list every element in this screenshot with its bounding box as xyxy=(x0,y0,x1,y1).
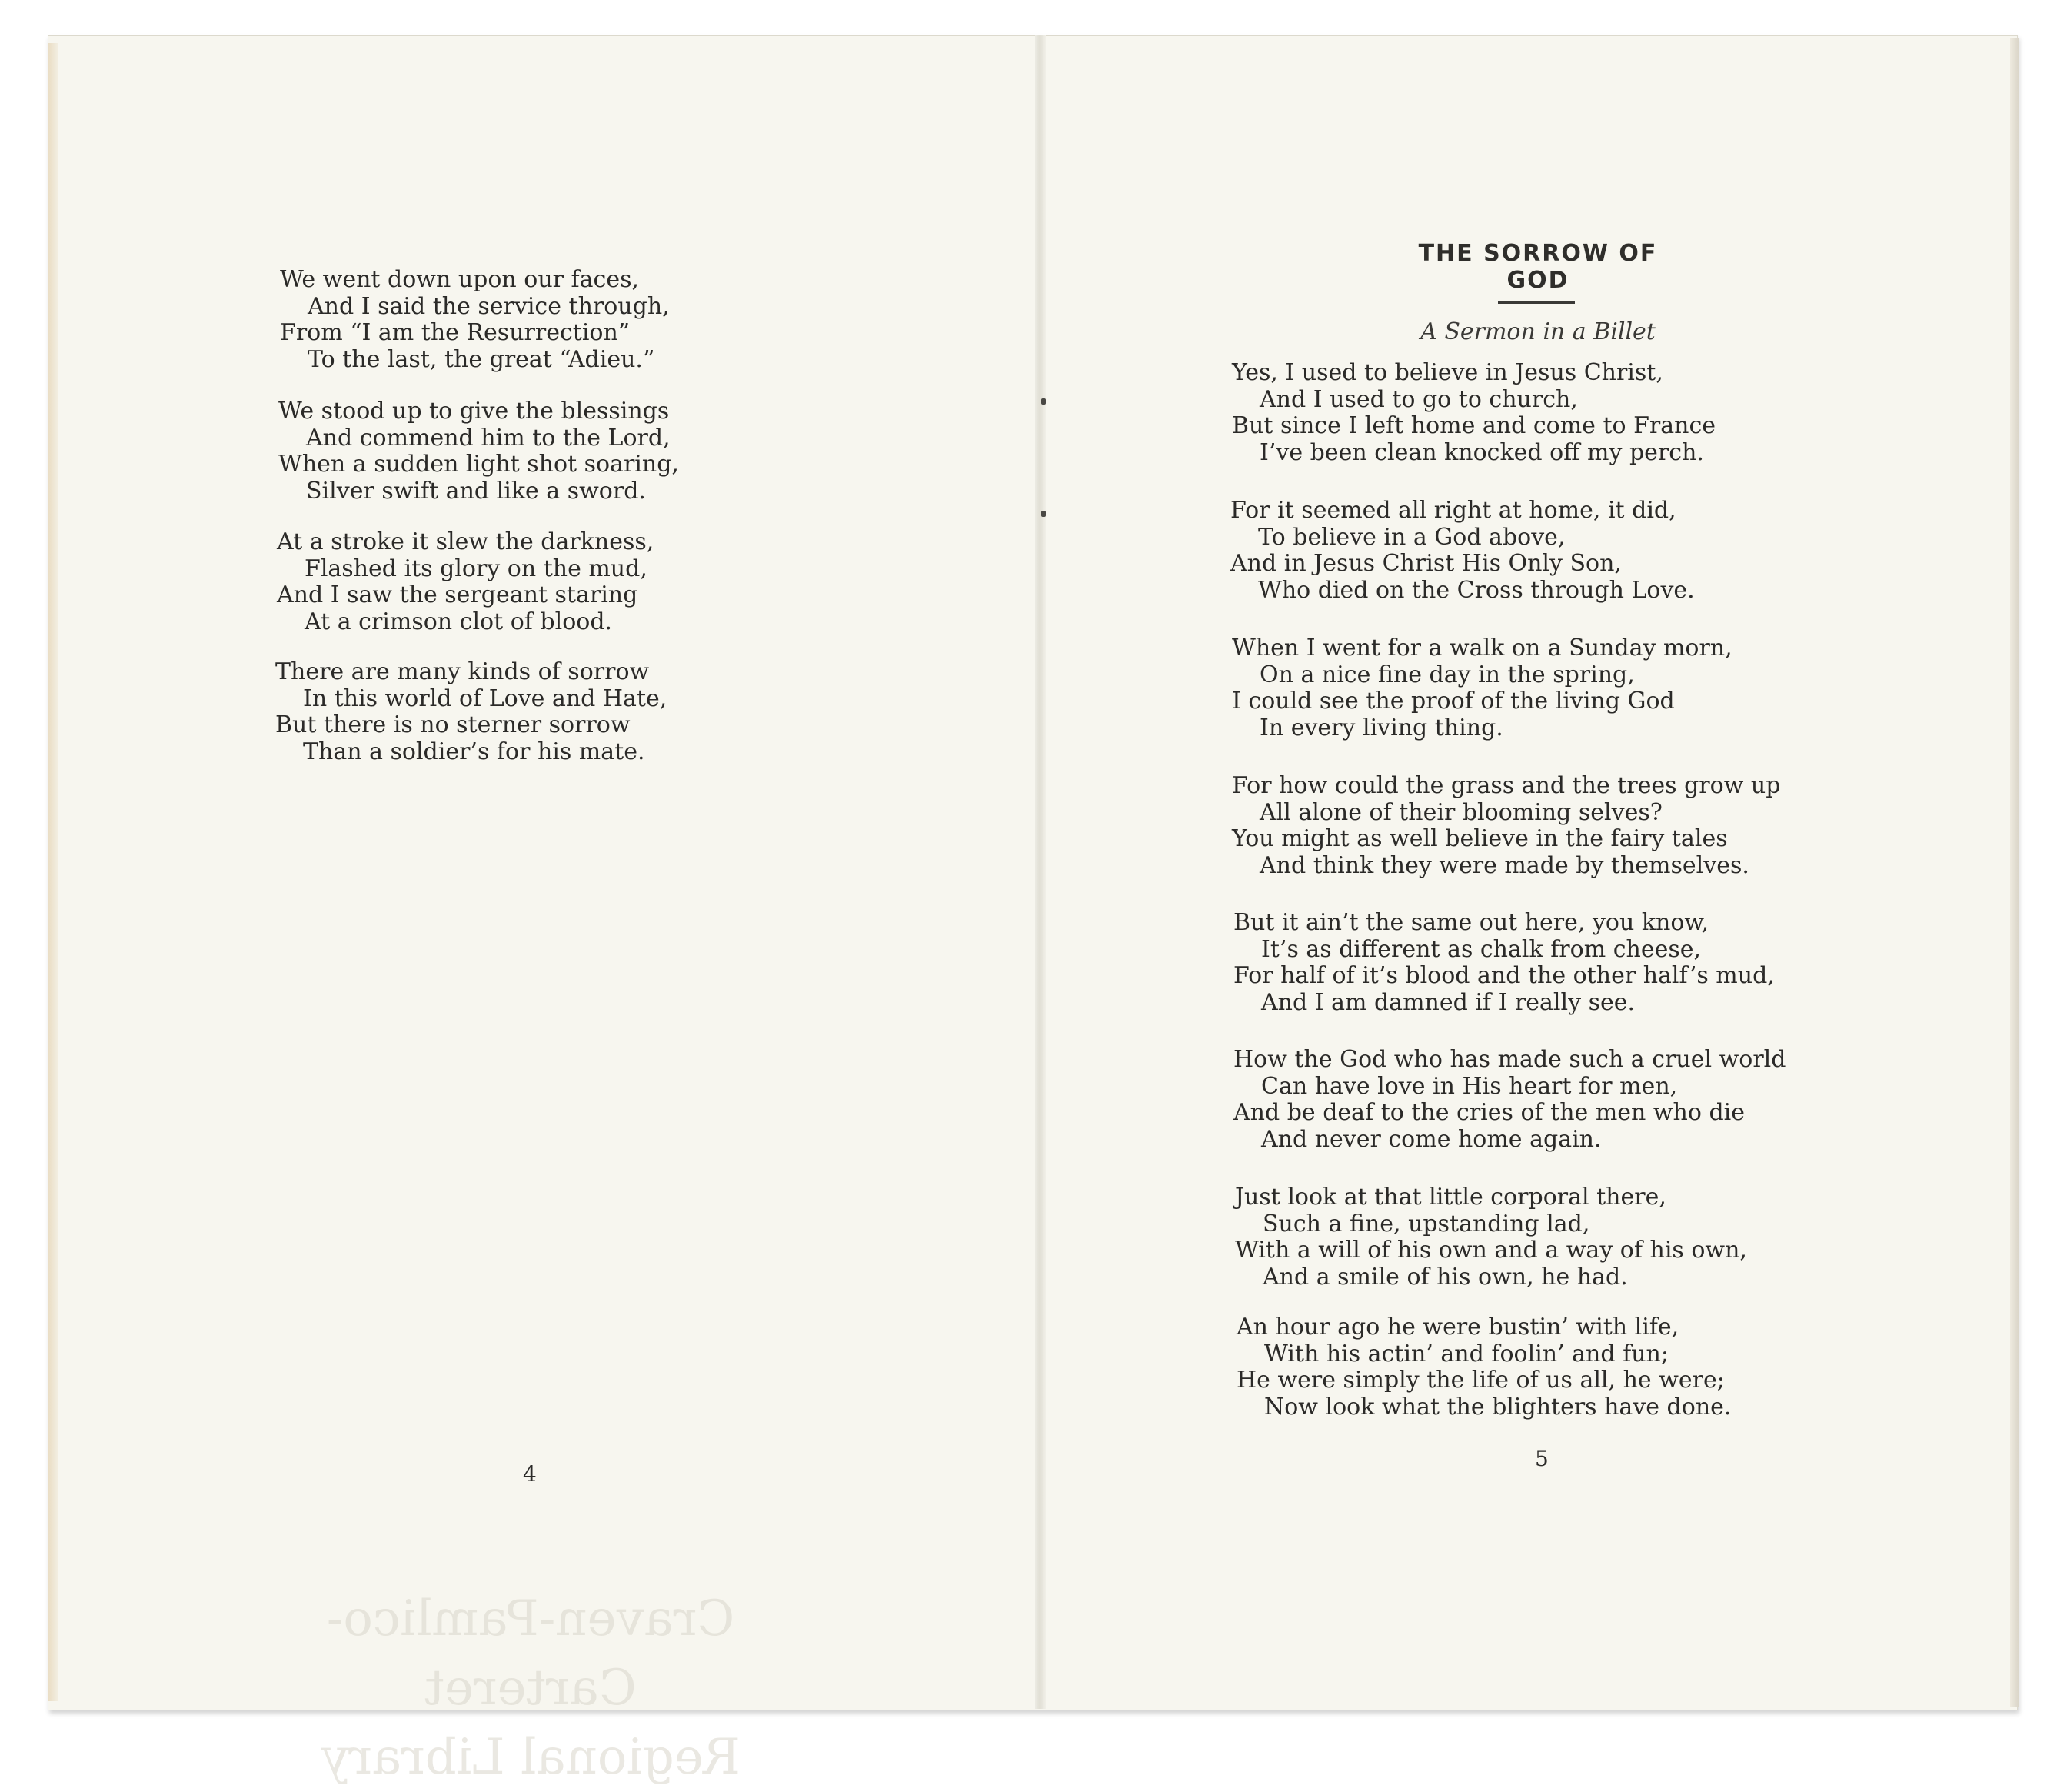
poem-line: And be deaf to the cries of the men who die xyxy=(1233,1099,1746,1126)
right-stanza-1 xyxy=(1232,360,1716,466)
poem-line: With a will of his own and a way of his own, xyxy=(1235,1237,1747,1264)
poem-line: And commend him to the Lord, xyxy=(306,424,671,451)
page-number-right: 5 xyxy=(1535,1446,1549,1471)
poem-line: For it seemed all right at home, it did, xyxy=(1230,497,1676,524)
poem-line: On a nice fine day in the spring, xyxy=(1260,661,1635,688)
poem-line: And I used to go to church, xyxy=(1260,385,1578,413)
show-through-line: Regional Library xyxy=(321,1729,741,1786)
poem-line: We stood up to give the blessings xyxy=(278,398,670,425)
poem-subtitle: A Sermon in a Billet xyxy=(1420,318,1656,345)
poem-line: Silver swift and like a sword. xyxy=(306,477,646,505)
right-page-edge xyxy=(2010,38,2019,1707)
poem-line: He were simply the life of us all, he were; xyxy=(1237,1367,1725,1394)
right-stanza-4 xyxy=(1232,773,1780,879)
right-stanza-8 xyxy=(1237,1314,1731,1421)
staple-bottom xyxy=(1041,511,1046,517)
poem-line: And I am damned if I really see. xyxy=(1261,988,1636,1016)
poem-line: Just look at that little corporal there, xyxy=(1235,1184,1666,1211)
poem-line: Such a fine, upstanding lad, xyxy=(1263,1210,1590,1237)
poem-line: And never come home again. xyxy=(1261,1125,1602,1153)
show-through-stamp xyxy=(261,1584,800,1792)
poem-line: Can have love in His heart for men, xyxy=(1261,1072,1678,1100)
poem-line: And I saw the sergeant staring xyxy=(277,581,638,608)
poem-line: Than a soldier’s for his mate. xyxy=(303,738,645,765)
poem-line: I’ve been clean knocked off my perch. xyxy=(1260,438,1704,466)
poem-line: Now look what the blighters have done. xyxy=(1264,1393,1732,1421)
poem-line: With his actin’ and foolin’ and fun; xyxy=(1264,1340,1669,1367)
right-stanza-2 xyxy=(1230,498,1695,604)
right-stanza-3 xyxy=(1232,635,1732,741)
poem-line: When a sudden light shot soaring, xyxy=(278,451,679,478)
poem-line: When I went for a walk on a Sunday morn, xyxy=(1232,635,1732,661)
poem-line: All alone of their blooming selves? xyxy=(1260,798,1663,826)
poem-line: And a smile of his own, he had. xyxy=(1263,1263,1628,1291)
center-gutter xyxy=(1035,35,1046,1709)
right-stanza-5 xyxy=(1233,910,1775,1016)
left-page-edge xyxy=(48,43,58,1701)
poem-title: THE SORROW OF GOD xyxy=(1418,240,1658,294)
poem-line: And think they were made by themselves. xyxy=(1260,851,1749,879)
poem-line: In every living thing. xyxy=(1260,714,1503,741)
poem-line: But it ain’t the same out here, you know, xyxy=(1233,909,1709,936)
poem-line: And in Jesus Christ His Only Son, xyxy=(1230,550,1622,577)
show-through-line: Craven-Pamlico-Carteret xyxy=(326,1590,735,1717)
right-stanza-6 xyxy=(1233,1047,1786,1153)
poem-line: An hour ago he were bustin’ with life, xyxy=(1237,1314,1679,1341)
poem-line: Flashed its glory on the mud, xyxy=(305,555,647,582)
staple-top xyxy=(1041,398,1046,405)
poem-line: To believe in a God above, xyxy=(1258,523,1566,551)
poem-line: It’s as different as chalk from cheese, xyxy=(1261,935,1702,963)
poem-line: To the last, the great “Adieu.” xyxy=(308,345,655,373)
right-stanza-7 xyxy=(1235,1184,1747,1291)
left-stanza-2 xyxy=(278,398,679,505)
poem-line: But there is no sterner sorrow xyxy=(275,711,631,738)
poem-line: I could see the proof of the living God xyxy=(1232,688,1675,714)
left-stanza-1 xyxy=(280,267,670,373)
poem-line: From “I am the Resurrection” xyxy=(280,319,631,346)
poem-line: How the God who has made such a cruel world xyxy=(1233,1046,1786,1073)
poem-line: But since I left home and come to France xyxy=(1232,412,1716,439)
poem-line: At a stroke it slew the darkness, xyxy=(277,528,654,555)
poem-line: At a crimson clot of blood. xyxy=(305,608,613,635)
poem-line: There are many kinds of sorrow xyxy=(275,658,650,685)
poem-line: You might as well believe in the fairy tales xyxy=(1232,825,1728,852)
title-divider xyxy=(1498,301,1575,304)
poem-line: We went down upon our faces, xyxy=(280,266,640,293)
poem-line: In this world of Love and Hate, xyxy=(303,684,667,712)
left-stanza-3 xyxy=(277,529,654,635)
poem-line: And I said the service through, xyxy=(308,292,670,320)
poem-line: For how could the grass and the trees grow up xyxy=(1232,772,1781,799)
page-number-left: 4 xyxy=(523,1461,537,1487)
poem-line: Yes, I used to believe in Jesus Christ, xyxy=(1232,359,1663,386)
left-stanza-4 xyxy=(275,659,667,765)
poem-line: For half of it’s blood and the other half’s mud, xyxy=(1233,962,1775,989)
poem-line: Who died on the Cross through Love. xyxy=(1258,576,1695,604)
